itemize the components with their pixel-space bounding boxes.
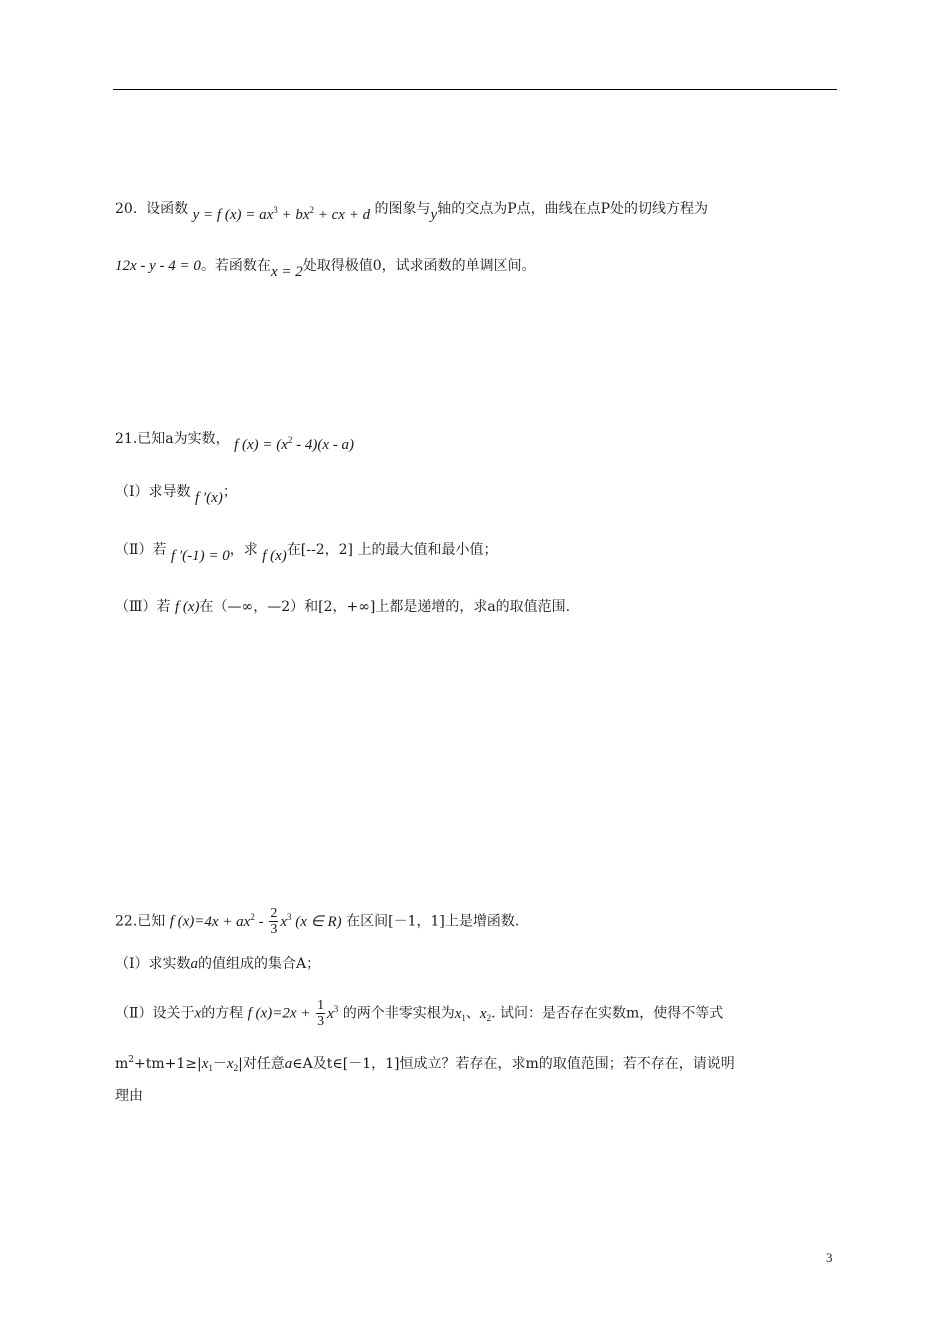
q20-function: y = f $(x) = ax^3 + bx^2$ + cx + d: [192, 205, 371, 223]
q20-line-2: 12x - y - 4 = 0。若函数在x = 2处取得极值0，试求函数的单调区间。: [115, 258, 536, 280]
q21-part-1: （Ⅰ）求导数 f ′(x)；: [115, 484, 237, 506]
q22-line-1: 22.已知 f $(x)=4x + ax^2$ - $\frac{2}{3}$ $x^3$ (x ∈ R) 在区间[－1，1]上是增函数.: [115, 906, 520, 937]
q22-part-2-line-3: 理由: [115, 1088, 143, 1104]
q22-fraction-2: $\frac{1}{3}$: [317, 998, 325, 1029]
q22-part-2-line-1: （Ⅱ）设关于x的方程 f (x)=2x + $\frac{1}{3}$ $x^3$ 的两个非零实根为$x_1$、$x_2$. 试问：是否存在实数m，使得不等式: [115, 998, 724, 1029]
q21-condition: f ′(-1) = 0: [170, 548, 230, 564]
q21-part-2: （Ⅱ）若 f ′(-1) = 0，求 f (x)在[--2，2] 上的最大值和最小值；: [115, 542, 498, 564]
q22-part-1: （Ⅰ）求实数a的值组成的集合A；: [115, 956, 321, 972]
q21-number: 21.: [115, 431, 138, 447]
q20-line-1: 20. 设函数 y = f $(x) = ax^3 + bx^2$ + cx + d 的图象与y轴的交点为P点，曲线在点P处的切线方程为: [115, 201, 709, 223]
q20-tangent-equation: 12x - y - 4 = 0: [115, 258, 201, 274]
header-rule: [113, 89, 837, 90]
q21-function: f $(x) = (x^2 - 4)(x - a)$: [234, 435, 355, 453]
q22-fraction: $\frac{2}{3}$: [270, 906, 278, 937]
q20-number: 20.: [115, 201, 138, 217]
q21-part-3: （Ⅲ）若 f (x)在（—∞，—2）和[2，+∞]上都是递增的，求a的取值范围.: [115, 599, 571, 615]
q21-line-1: 21.已知a为实数， f $(x) = (x^2 - 4)(x - a)$: [115, 431, 355, 453]
q22-function: $4x + ax^2$ -: [204, 911, 268, 930]
q21-derivative: f ′(x): [194, 490, 223, 506]
q22-part-2-line-2: $m^2+tm+1\ge|x_1-x_2|$对任意a∈A及t∈[－1，1]恒成立？若存在，求m的取值范围；若不存在，请说明: [115, 1055, 735, 1073]
q22-number: 22.: [115, 913, 138, 930]
page-number: 3: [826, 1250, 833, 1265]
